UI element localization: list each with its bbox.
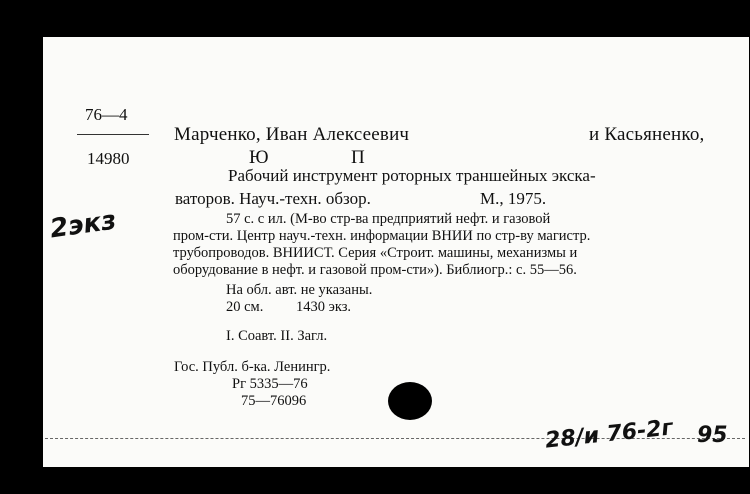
ink-blot: [388, 382, 432, 420]
description-line-5: На обл. авт. не указаны.: [226, 282, 373, 298]
coauthor-initial-1: Ю: [249, 147, 269, 168]
call-number-rule: [77, 134, 149, 135]
handwritten-price: 95: [697, 423, 728, 448]
library-line-1: Гос. Публ. б-ка. Ленингр.: [174, 359, 331, 375]
title-line-2: ваторов. Науч.-техн. обзор.: [175, 189, 371, 208]
coauthor-heading: и Касьяненко,: [589, 124, 705, 145]
imprint: М., 1975.: [480, 189, 547, 208]
library-line-2: Рг 5335—76: [232, 376, 308, 392]
description-line-2: пром-сти. Центр науч.-техн. информации ВНИИ по стр-ву магистр.: [173, 228, 591, 244]
handwritten-copies-note: 2экз: [48, 205, 119, 245]
description-line-3: трубопроводов. ВНИИСТ. Серия «Строит. машины, механизмы и: [173, 245, 578, 261]
description-line-1: 57 с. с ил. (М-во стр-ва предприятий нефт. и газовой: [226, 211, 551, 227]
coauthor-initial-2: П: [351, 147, 365, 168]
handwritten-date-note: 28/и 76-2г: [543, 415, 675, 454]
library-line-3: 75—76096: [241, 393, 307, 409]
call-number-bottom: 14980: [87, 149, 130, 168]
title-line-1: Рабочий инструмент роторных траншейных экска-: [228, 166, 596, 185]
tracings: I. Соавт. II. Загл.: [226, 328, 328, 344]
size-and-edition: 20 см. 1430 экз.: [226, 299, 352, 315]
call-number-top: 76—4: [85, 105, 128, 124]
description-line-4: оборудование в нефт. и газовой пром-сти»). Библиогр.: с. 55—56.: [173, 262, 577, 278]
author-heading: Марченко, Иван Алексеевич: [174, 124, 410, 145]
